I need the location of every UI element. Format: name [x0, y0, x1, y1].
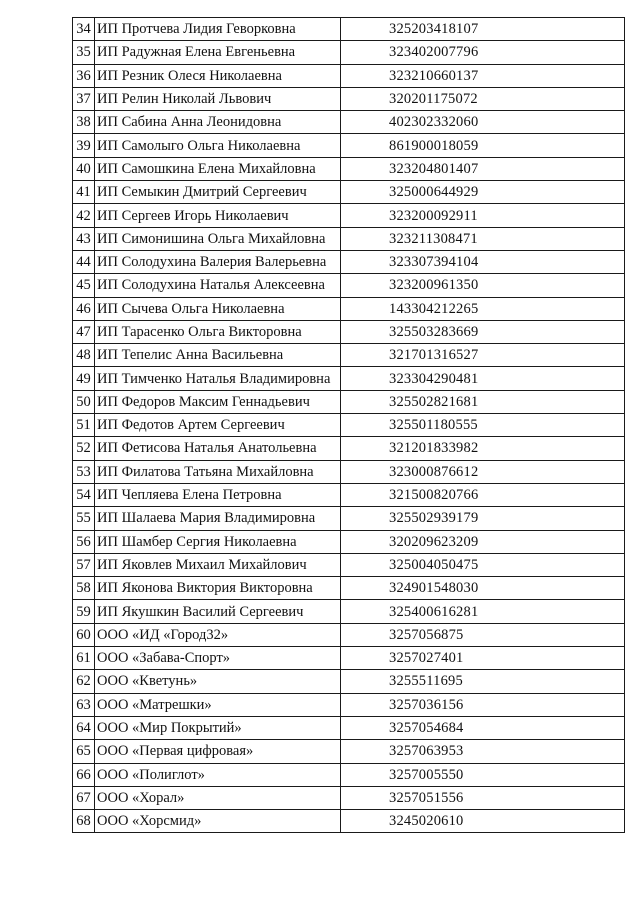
row-number-cell: 50	[73, 390, 95, 413]
entrepreneur-name-cell: ООО «Забава-Спорт»	[95, 647, 341, 670]
inn-cell: 3255511695	[341, 670, 625, 693]
row-number-cell: 66	[73, 763, 95, 786]
entrepreneur-name-cell: ИП Сабина Анна Леонидовна	[95, 111, 341, 134]
table-row	[73, 18, 625, 41]
entrepreneur-name-cell: ИП Сергеев Игорь Николаевич	[95, 204, 341, 227]
row-number-cell: 54	[73, 483, 95, 506]
inn-cell: 320201175072	[341, 87, 625, 110]
entrepreneur-name-cell: ИП Тарасенко Ольга Викторовна	[95, 320, 341, 343]
inn-cell: 3257051556	[341, 786, 625, 809]
entrepreneur-name-cell: ИП Сычева Ольга Николаевна	[95, 297, 341, 320]
inn-cell: 323200961350	[341, 274, 625, 297]
inn-cell: 402302332060	[341, 111, 625, 134]
entrepreneur-name-cell: ИП Яконова Виктория Викторовна	[95, 577, 341, 600]
inn-cell: 320209623209	[341, 530, 625, 553]
row-number-cell: 45	[73, 274, 95, 297]
entrepreneur-name-cell: ООО «Первая цифровая»	[95, 740, 341, 763]
table-row	[73, 87, 625, 110]
row-number-cell: 37	[73, 87, 95, 110]
entrepreneur-name-cell: ООО «ИД «Город32»	[95, 623, 341, 646]
entrepreneur-name-cell: ИП Радужная Елена Евгеньевна	[95, 41, 341, 64]
row-number-cell: 46	[73, 297, 95, 320]
table-row	[73, 670, 625, 693]
row-number-cell: 40	[73, 157, 95, 180]
inn-cell: 321701316527	[341, 344, 625, 367]
row-number-cell: 56	[73, 530, 95, 553]
table-row	[73, 181, 625, 204]
entrepreneur-name-cell: ИП Семыкин Дмитрий Сергеевич	[95, 181, 341, 204]
entrepreneur-name-cell: ИП Самошкина Елена Михайловна	[95, 157, 341, 180]
row-number-cell: 51	[73, 414, 95, 437]
row-number-cell: 63	[73, 693, 95, 716]
entrepreneur-name-cell: ИП Шалаева Мария Владимировна	[95, 507, 341, 530]
table-row	[73, 716, 625, 739]
table-row	[73, 810, 625, 833]
inn-cell: 325502939179	[341, 507, 625, 530]
table-row	[73, 134, 625, 157]
table-row	[73, 390, 625, 413]
table-row	[73, 344, 625, 367]
inn-cell: 3257056875	[341, 623, 625, 646]
inn-cell: 3257036156	[341, 693, 625, 716]
inn-cell: 861900018059	[341, 134, 625, 157]
table-row	[73, 647, 625, 670]
entrepreneur-name-cell: ИП Якушкин Василий Сергеевич	[95, 600, 341, 623]
inn-cell: 325502821681	[341, 390, 625, 413]
inn-cell: 3257063953	[341, 740, 625, 763]
table-row	[73, 320, 625, 343]
table-row	[73, 600, 625, 623]
row-number-cell: 62	[73, 670, 95, 693]
row-number-cell: 55	[73, 507, 95, 530]
table-row	[73, 460, 625, 483]
row-number-cell: 65	[73, 740, 95, 763]
table-row	[73, 577, 625, 600]
entrepreneur-name-cell: ИП Тимченко Наталья Владимировна	[95, 367, 341, 390]
entrepreneur-name-cell: ИП Резник Олеся Николаевна	[95, 64, 341, 87]
inn-cell: 321201833982	[341, 437, 625, 460]
table-row	[73, 763, 625, 786]
row-number-cell: 49	[73, 367, 95, 390]
table-row	[73, 740, 625, 763]
inn-cell: 3257054684	[341, 716, 625, 739]
entrepreneur-name-cell: ИП Самолыго Ольга Николаевна	[95, 134, 341, 157]
table-row	[73, 623, 625, 646]
inn-cell: 325503283669	[341, 320, 625, 343]
table-row	[73, 227, 625, 250]
entrepreneur-name-cell: ИП Протчева Лидия Геворковна	[95, 18, 341, 41]
inn-cell: 325203418107	[341, 18, 625, 41]
inn-cell: 143304212265	[341, 297, 625, 320]
entrepreneur-name-cell: ИП Филатова Татьяна Михайловна	[95, 460, 341, 483]
row-number-cell: 57	[73, 553, 95, 576]
inn-cell: 325501180555	[341, 414, 625, 437]
entrepreneur-name-cell: ООО «Кветунь»	[95, 670, 341, 693]
inn-cell: 324901548030	[341, 577, 625, 600]
inn-cell: 3257027401	[341, 647, 625, 670]
table-row	[73, 111, 625, 134]
row-number-cell: 39	[73, 134, 95, 157]
table-row	[73, 157, 625, 180]
inn-cell: 325400616281	[341, 600, 625, 623]
row-number-cell: 47	[73, 320, 95, 343]
document-page	[72, 17, 624, 833]
registry-table-body	[73, 18, 625, 833]
row-number-cell: 60	[73, 623, 95, 646]
table-row	[73, 297, 625, 320]
table-row	[73, 41, 625, 64]
entrepreneur-name-cell: ИП Федоров Максим Геннадьевич	[95, 390, 341, 413]
inn-cell: 325000644929	[341, 181, 625, 204]
entrepreneur-name-cell: ИП Чепляева Елена Петровна	[95, 483, 341, 506]
table-row	[73, 204, 625, 227]
table-row	[73, 437, 625, 460]
table-row	[73, 274, 625, 297]
inn-cell: 323211308471	[341, 227, 625, 250]
registry-table	[72, 17, 625, 833]
entrepreneur-name-cell: ООО «Хорсмид»	[95, 810, 341, 833]
inn-cell: 325004050475	[341, 553, 625, 576]
row-number-cell: 34	[73, 18, 95, 41]
row-number-cell: 43	[73, 227, 95, 250]
row-number-cell: 52	[73, 437, 95, 460]
row-number-cell: 67	[73, 786, 95, 809]
table-row	[73, 367, 625, 390]
entrepreneur-name-cell: ИП Солодухина Валерия Валерьевна	[95, 250, 341, 273]
row-number-cell: 68	[73, 810, 95, 833]
inn-cell: 323402007796	[341, 41, 625, 64]
entrepreneur-name-cell: ИП Фетисова Наталья Анатольевна	[95, 437, 341, 460]
table-row	[73, 786, 625, 809]
table-row	[73, 530, 625, 553]
inn-cell: 323307394104	[341, 250, 625, 273]
row-number-cell: 64	[73, 716, 95, 739]
row-number-cell: 59	[73, 600, 95, 623]
row-number-cell: 58	[73, 577, 95, 600]
row-number-cell: 61	[73, 647, 95, 670]
table-row	[73, 507, 625, 530]
row-number-cell: 35	[73, 41, 95, 64]
table-row	[73, 553, 625, 576]
entrepreneur-name-cell: ИП Солодухина Наталья Алексеевна	[95, 274, 341, 297]
entrepreneur-name-cell: ИП Релин Николай Львович	[95, 87, 341, 110]
row-number-cell: 44	[73, 250, 95, 273]
inn-cell: 323204801407	[341, 157, 625, 180]
entrepreneur-name-cell: ООО «Хорал»	[95, 786, 341, 809]
row-number-cell: 41	[73, 181, 95, 204]
entrepreneur-name-cell: ООО «Матрешки»	[95, 693, 341, 716]
inn-cell: 323210660137	[341, 64, 625, 87]
inn-cell: 323304290481	[341, 367, 625, 390]
inn-cell: 3257005550	[341, 763, 625, 786]
table-row	[73, 64, 625, 87]
entrepreneur-name-cell: ИП Тепелис Анна Васильевна	[95, 344, 341, 367]
inn-cell: 323000876612	[341, 460, 625, 483]
table-row	[73, 250, 625, 273]
entrepreneur-name-cell: ИП Яковлев Михаил Михайлович	[95, 553, 341, 576]
inn-cell: 3245020610	[341, 810, 625, 833]
entrepreneur-name-cell: ИП Федотов Артем Сергеевич	[95, 414, 341, 437]
row-number-cell: 36	[73, 64, 95, 87]
row-number-cell: 48	[73, 344, 95, 367]
entrepreneur-name-cell: ИП Шамбер Сергия Николаевна	[95, 530, 341, 553]
entrepreneur-name-cell: ООО «Полиглот»	[95, 763, 341, 786]
table-row	[73, 414, 625, 437]
table-row	[73, 693, 625, 716]
entrepreneur-name-cell: ООО «Мир Покрытий»	[95, 716, 341, 739]
entrepreneur-name-cell: ИП Симонишина Ольга Михайловна	[95, 227, 341, 250]
row-number-cell: 38	[73, 111, 95, 134]
table-row	[73, 483, 625, 506]
inn-cell: 321500820766	[341, 483, 625, 506]
row-number-cell: 42	[73, 204, 95, 227]
inn-cell: 323200092911	[341, 204, 625, 227]
row-number-cell: 53	[73, 460, 95, 483]
